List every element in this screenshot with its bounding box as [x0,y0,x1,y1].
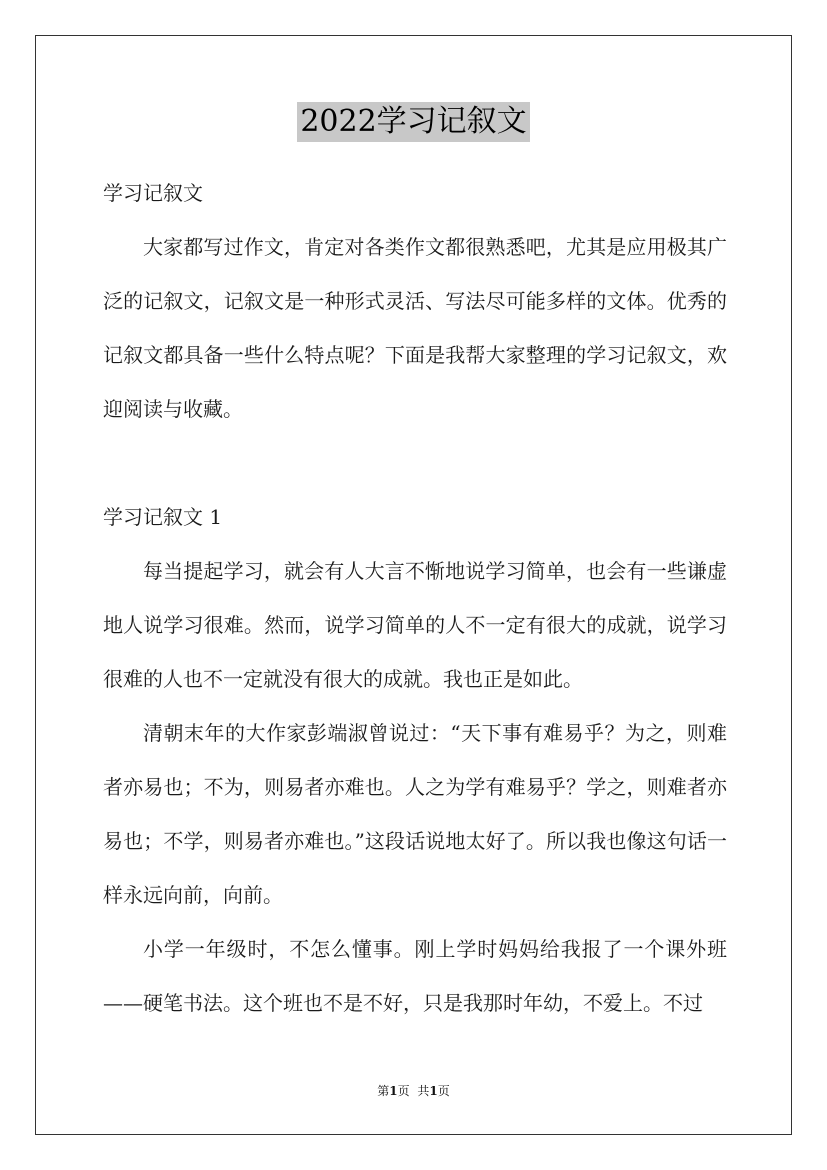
document-body [103,166,727,1030]
page-suffix: 页 [397,1084,410,1098]
intro-heading: 学习记叙文 [103,181,203,205]
page-footer [0,1083,827,1099]
section-spacer [103,436,727,490]
body-paragraph: 每当提起学习，就会有人大言不惭地说学习简单，也会有一些谦虚地人说学习很难。然而，说学习简单的人不一定有很大的成就，说学习很难的人也不一定就没有很大的成就。我也正是如此。 [103,559,727,691]
body-paragraph: 清朝末年的大作家彭端淑曾说过：“天下事有难易乎？为之，则难者亦易也；不为，则易者亦难也。人之为学有难易乎？学之，则难者亦易也；不学，则易者亦难也。”这段话说地太好了。所以我也像这句话一样永远向前，向前。 [103,721,727,907]
total-prefix: 共 [417,1084,430,1098]
total-suffix: 页 [437,1084,450,1098]
intro-paragraph: 大家都写过作文，肯定对各类作文都很熟悉吧，尤其是应用极其广泛的记叙文，记叙文是一种形式灵活、写法尽可能多样的文体。优秀的记叙文都具备一些什么特点呢？下面是我帮大家整理的学习记叙文，欢迎阅读与收藏。 [103,235,727,421]
document-title: 2022学习记叙文 [297,102,529,142]
title-container [0,102,827,142]
section-heading: 学习记叙文 1 [103,505,223,529]
page-total: 1 [429,1084,438,1098]
page-current: 1 [389,1084,398,1098]
body-paragraph: 小学一年级时，不怎么懂事。刚上学时妈妈给我报了一个课外班——硬笔书法。这个班也不是不好，只是我那时年幼，不爱上。不过 [103,937,727,1015]
page-prefix: 第 [377,1084,390,1098]
